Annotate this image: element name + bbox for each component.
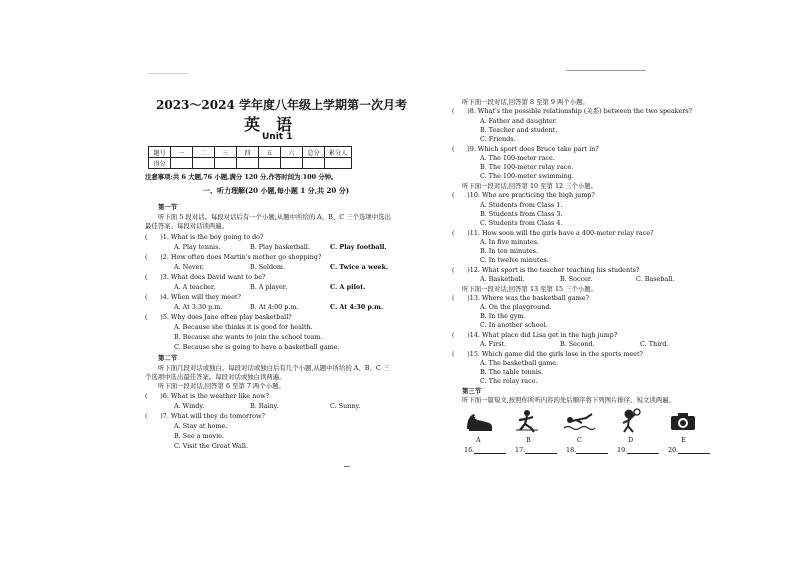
score-header-cell: 四 (237, 147, 259, 158)
answer-slot-19[interactable] (617, 446, 659, 454)
score-cell[interactable] (259, 158, 281, 169)
option[interactable]: C. Visit the Great Wall. (174, 442, 248, 450)
question-2: ( )2. How often does Martin's mother go shopping? (145, 253, 322, 261)
option[interactable]: B. Seldom. (250, 263, 285, 271)
option[interactable]: C. A pilot. (330, 283, 366, 291)
option[interactable]: B. Soccer. (560, 275, 593, 283)
question-8: ( )8. What's the possible relationship (关系) between the two speakers? (452, 107, 693, 115)
question-5: ( )5. Why does Jane often play basketball? (145, 313, 292, 321)
option[interactable]: A. On the playground. (480, 303, 552, 311)
dialogue-intro: 听下面一段对话,回答第 10 至第 12 三个小题。 (462, 182, 598, 190)
exam-title: 2023～2024 学年度八年级上学期第一次月考 (156, 98, 407, 112)
score-header-cell: 五 (259, 147, 281, 158)
option[interactable]: A. Basketball. (480, 275, 525, 283)
camera-icon (668, 408, 698, 434)
swimmer-icon (562, 408, 596, 434)
answer-blank[interactable] (576, 446, 608, 454)
option[interactable]: C. In another school. (480, 321, 548, 329)
picture-label: C (577, 436, 582, 444)
option[interactable]: C. Students from Class 4. (480, 219, 563, 227)
option[interactable]: A. The 100-meter race. (480, 154, 555, 162)
question-6: ( )6. What is the weather like now? (145, 392, 270, 400)
answer-slot-16[interactable] (464, 446, 506, 454)
section2-title: 第二节 (158, 354, 178, 362)
section1-instruction: 听下面 5 段对话。每段对话后有一个小题,从题中所给的 A、B、C 三个选项中选出 (158, 213, 391, 221)
score-cell[interactable] (215, 158, 237, 169)
section1-instruction: 最佳答案。每段对话读两遍。 (145, 222, 229, 230)
exam-notes: 注意事项:共 6 大题,76 小题,满分 120 分,作答时间为 100 分钟。 (145, 173, 338, 181)
option[interactable]: C. Friends. (480, 135, 516, 143)
sneakers-icon (464, 408, 494, 434)
option[interactable]: B. In ten minutes. (480, 247, 538, 255)
question-14: ( )14. What place did Lisa get in the high jump? (452, 331, 618, 339)
score-table-score-row (149, 158, 352, 169)
option[interactable]: B. Play basketball. (250, 243, 310, 251)
unit-label: Unit 1 (262, 132, 293, 142)
question-1: ( )1. What is the boy going to do? (145, 233, 264, 241)
option[interactable]: B. At 4:00 p.m. (250, 303, 299, 311)
runner-icon (512, 408, 542, 434)
score-header-cell: 题号 (149, 147, 171, 158)
option[interactable]: C. The relay race. (480, 377, 538, 385)
option[interactable]: B. The table tennis. (480, 368, 544, 376)
option[interactable]: A. The basketball game. (480, 359, 559, 367)
option[interactable]: C. At 4:30 p.m. (330, 303, 384, 311)
option[interactable]: C. Baseball. (636, 275, 675, 283)
answer-slot-20[interactable] (668, 446, 710, 454)
option[interactable]: A. At 3:30 p.m. (174, 303, 223, 311)
question-7: ( )7. What will they do tomorrow? (145, 412, 265, 420)
question-12: ( )12. What sport is the teacher teaching his students? (452, 266, 640, 274)
basketball-player-icon (615, 408, 645, 434)
top-rule-right (566, 70, 646, 71)
option[interactable]: B. Because she wants to join the school team. (174, 333, 323, 341)
section2-instruction: 个选项中选出最佳答案。每段对话或独白读两遍。 (145, 373, 286, 381)
option[interactable]: A. First. (480, 340, 507, 348)
part1-title: 一、听力理解(20 小题,每小题 1 分,共 20 分) (203, 186, 350, 195)
option[interactable]: C. Because she is going to have a basketball game. (174, 343, 340, 351)
option[interactable]: A. Father and daughter. (480, 117, 558, 125)
score-row-label: 得分 (149, 158, 171, 169)
picture-label: A (476, 436, 481, 444)
option[interactable]: C. Sunny. (330, 402, 361, 410)
option[interactable]: C. Twice a week. (330, 263, 389, 271)
option[interactable]: C. The 100-meter swimming. (480, 172, 574, 180)
score-header-cell: 累分人 (325, 147, 352, 158)
score-header-cell: 一 (171, 147, 193, 158)
section3-instruction: 听下面一篇短文,按照你所听内容的先后顺序将下列图片排序。短文读两遍。 (462, 396, 675, 404)
answer-slot-17[interactable] (515, 446, 557, 454)
answer-slot-label: 16. (464, 446, 475, 454)
answer-blank[interactable] (474, 446, 506, 454)
option[interactable]: B. Teacher and student. (480, 126, 558, 134)
option[interactable]: A. Windy. (174, 402, 205, 410)
question-3: ( )3. What does David want to be? (145, 273, 266, 281)
answer-slot-18[interactable] (566, 446, 608, 454)
answer-slot-label: 20. (668, 446, 679, 454)
score-table (148, 146, 352, 169)
question-9: ( )9. Which sport does Bruce take part in? (452, 145, 599, 153)
answer-slot-label: 17. (515, 446, 526, 454)
score-cell[interactable] (237, 158, 259, 169)
option[interactable]: C. Third. (640, 340, 669, 348)
score-header-cell: 二 (193, 147, 215, 158)
option[interactable]: A. Students from Class 1. (480, 201, 563, 209)
option[interactable]: C. In twelve minutes. (480, 256, 549, 264)
option[interactable]: A. Stay at home. (174, 422, 228, 430)
option[interactable]: B. Second. (560, 340, 595, 348)
answer-slot-label: 18. (566, 446, 577, 454)
score-header-cell: 总分 (303, 147, 325, 158)
dialogue-intro: 听下面一段对话,回答第 8 至第 9 两个小题。 (462, 98, 589, 106)
option[interactable]: A. Never. (174, 263, 204, 271)
question-4: ( )4. When will they meet? (145, 293, 241, 301)
picture-label: D (628, 436, 634, 444)
section3-title: 第三节 (462, 387, 482, 395)
score-cell[interactable] (193, 158, 215, 169)
answer-blank[interactable] (678, 446, 710, 454)
option[interactable]: B. The 100-meter relay race. (480, 163, 574, 171)
score-header-cell: 六 (281, 147, 303, 158)
dialogue-intro: 听下面一段对话,回答第 13 至第 15 三个小题。 (462, 285, 598, 293)
subject-title: 英 语 (244, 115, 293, 134)
answer-blank[interactable] (627, 446, 659, 454)
answer-blank[interactable] (525, 446, 557, 454)
score-cell[interactable] (325, 158, 352, 169)
page-mark (344, 466, 350, 467)
option[interactable]: B. In the gym. (480, 312, 526, 320)
section1-title: 第一节 (158, 203, 178, 211)
score-table-header-row (149, 147, 352, 158)
section2-instruction: 听下面几段对话或独白。每段对话或独白后有几个小题,从题中所给的 A、B、C 三 (158, 364, 390, 372)
option[interactable]: B. A player. (250, 283, 288, 291)
question-11: ( )11. How soon will the girls have a 400-meter relay race? (452, 229, 654, 237)
top-rule-left (148, 73, 188, 74)
option[interactable]: A. Play tennis. (174, 243, 221, 251)
option[interactable]: A. Because she thinks it is good for health. (174, 323, 313, 331)
option[interactable]: B. Students from Class 3. (480, 210, 563, 218)
picture-label: E (681, 436, 686, 444)
score-cell[interactable] (281, 158, 303, 169)
dialogue-intro: 听下面一段对话,回答第 6 至第 7 两个小题。 (158, 382, 285, 390)
option[interactable]: A. In five minutes. (480, 238, 540, 246)
option[interactable]: B. Rainy. (250, 402, 279, 410)
score-cell[interactable] (303, 158, 325, 169)
question-13: ( )13. Where was the basketball game? (452, 294, 589, 302)
picture-label: B (526, 436, 531, 444)
score-header-cell: 三 (215, 147, 237, 158)
option[interactable]: C. Play football. (330, 243, 387, 251)
answer-slot-label: 19. (617, 446, 628, 454)
option[interactable]: B. See a movie. (174, 432, 224, 440)
question-15: ( )15. Which game did the girls lose in the sports meet? (452, 350, 643, 358)
score-cell[interactable] (171, 158, 193, 169)
question-10: ( )10. Who are practicing the high jump? (452, 191, 595, 199)
option[interactable]: A. A teacher. (174, 283, 216, 291)
